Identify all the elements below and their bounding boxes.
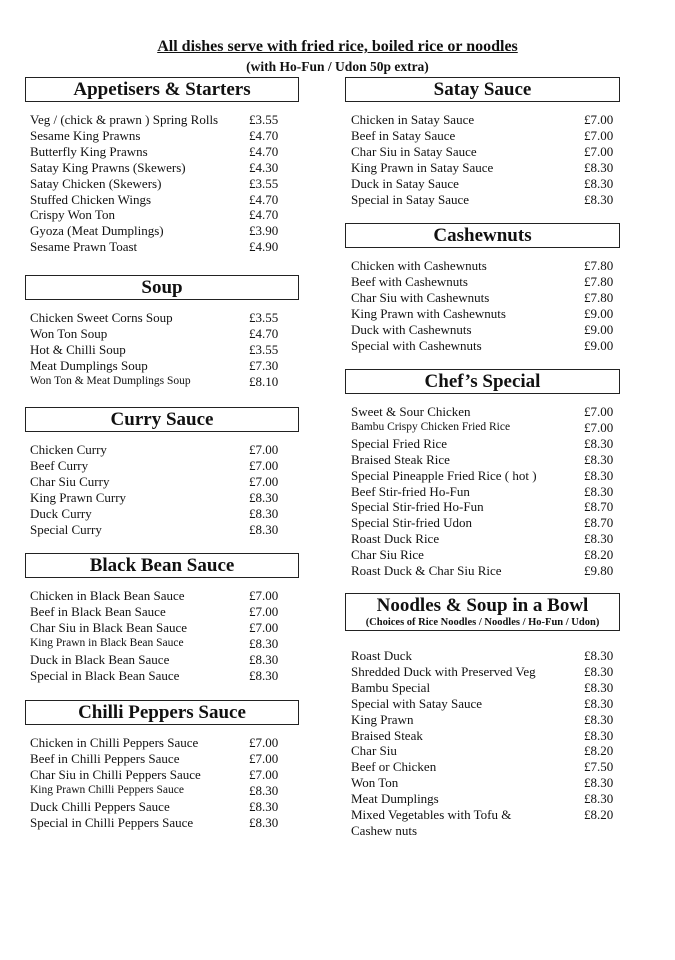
- menu-item-name: Special Curry: [30, 521, 102, 537]
- menu-item: [345, 664, 620, 680]
- menu-item: [25, 458, 291, 474]
- menu-item-name: Chicken with Cashewnuts: [351, 258, 487, 273]
- item-list-curry: [25, 442, 291, 537]
- menu-item-price: £8.30: [249, 651, 279, 667]
- menu-item: [25, 815, 291, 831]
- menu-item: [25, 112, 291, 128]
- menu-item-name: King Prawn in Black Bean Sauce: [30, 636, 184, 649]
- menu-item-price: £8.30: [249, 798, 279, 814]
- section-title-blackbean: Black Bean Sauce: [25, 553, 299, 578]
- menu-item: [25, 310, 291, 326]
- item-list-cashew: [345, 258, 620, 353]
- menu-item-price: £8.70: [584, 499, 614, 515]
- menu-item: [25, 326, 291, 342]
- menu-item: [25, 223, 291, 239]
- menu-item-price: £7.00: [584, 404, 614, 419]
- menu-item-price: £8.30: [249, 814, 279, 830]
- menu-item-name: Stuffed Chicken Wings: [30, 191, 152, 207]
- section-appetisers: [25, 77, 299, 255]
- menu-item-price: £7.00: [249, 735, 279, 750]
- menu-item: [25, 342, 291, 358]
- section-title-appetisers: Appetisers & Starters: [25, 77, 299, 102]
- menu-item-name: Sesame King Prawns: [30, 127, 141, 143]
- item-list-chefs: [345, 404, 620, 579]
- menu-item-price: £8.30: [249, 782, 279, 798]
- section-note-noodles: (Choices of Rice Noodles / Noodles / Ho-Fun / Udon): [365, 616, 600, 628]
- menu-item-name: Beef Curry: [30, 457, 89, 473]
- menu-item: [345, 436, 620, 452]
- menu-item-price: £3.55: [249, 310, 279, 325]
- menu-item-price: £8.30: [584, 679, 614, 695]
- menu-item-price: £8.70: [584, 515, 614, 531]
- menu-item-price: £8.30: [584, 695, 614, 711]
- menu-item-price: £7.00: [249, 619, 279, 635]
- menu-item-name: Duck with Cashewnuts: [351, 321, 472, 337]
- menu-item: [25, 588, 291, 604]
- menu-item-name: Special Stir-fried Ho-Fun: [351, 499, 484, 515]
- menu-item: [25, 192, 291, 208]
- section-cashew: [345, 223, 620, 353]
- menu-item: [345, 452, 620, 468]
- menu-item-price: £8.30: [584, 775, 614, 791]
- menu-item-name: Special in Satay Sauce: [351, 191, 470, 207]
- menu-item-price: £7.80: [584, 273, 614, 289]
- item-list-appetisers: [25, 112, 291, 255]
- menu-item: [345, 712, 620, 728]
- menu-item: [345, 290, 620, 306]
- section-soup: [25, 275, 299, 390]
- menu-header-line2: (with Ho-Fun / Udon 50p extra): [246, 59, 429, 74]
- menu-item: [345, 696, 620, 712]
- menu-item: [345, 775, 620, 791]
- menu-item-name: Special with Cashewnuts: [351, 337, 482, 353]
- menu-item: [25, 799, 291, 815]
- menu-item-price: £4.70: [249, 127, 279, 143]
- menu-item-price: £7.00: [249, 750, 279, 766]
- menu-item-price: £8.10: [249, 373, 279, 389]
- menu-item-name: Hot & Chilli Soup: [30, 341, 126, 357]
- menu-item-name: Special Stir-fried Udon: [351, 515, 473, 531]
- item-list-satay: [345, 112, 620, 207]
- menu-item-price: £8.20: [584, 547, 614, 563]
- menu-item-name: Char Siu Rice: [351, 547, 424, 563]
- menu-item-name: Chicken in Black Bean Sauce: [30, 588, 185, 603]
- menu-item-price: £3.55: [249, 175, 279, 191]
- menu-item: [25, 144, 291, 160]
- menu-item-price: £7.00: [584, 112, 614, 127]
- menu-item: [345, 499, 620, 515]
- menu-item: [345, 306, 620, 322]
- menu-item-name: Special Fried Rice: [351, 435, 448, 451]
- menu-item-name: Meat Dumplings Soup: [30, 357, 148, 373]
- menu-item-name: Duck in Black Bean Sauce: [30, 651, 170, 667]
- menu-item-price: £3.55: [249, 112, 279, 127]
- menu-item: [345, 160, 620, 176]
- menu-item-price: £7.00: [249, 766, 279, 782]
- menu-item-name: Char Siu with Cashewnuts: [351, 289, 490, 305]
- section-chilli: [25, 700, 299, 830]
- menu-item-name: Roast Duck Rice: [351, 531, 440, 547]
- menu-item: [25, 128, 291, 144]
- menu-item: [345, 648, 620, 664]
- menu-item: [25, 442, 291, 458]
- menu-item: [25, 783, 291, 799]
- menu-item-price: £8.30: [249, 521, 279, 537]
- section-title-curry: Curry Sauce: [25, 407, 299, 432]
- menu-item-price: £9.00: [584, 305, 614, 321]
- menu-item-price: £7.30: [249, 357, 279, 373]
- section-title-satay: Satay Sauce: [345, 77, 620, 102]
- menu-item-price: £8.20: [584, 807, 614, 823]
- menu-item-price: £8.30: [584, 663, 614, 679]
- menu-item-price: £7.50: [584, 759, 614, 775]
- menu-item-price: £8.30: [249, 489, 279, 505]
- menu-item-name: Beef in Chilli Peppers Sauce: [30, 750, 180, 766]
- menu-item-name: Roast Duck: [351, 648, 413, 663]
- menu-item-name: Duck Chilli Peppers Sauce: [30, 798, 170, 814]
- menu-item: [345, 468, 620, 484]
- menu-item: [345, 531, 620, 547]
- menu-item-name: Won Ton: [351, 775, 399, 791]
- menu-item-price: £3.55: [249, 341, 279, 357]
- menu-item-name: Special in Chilli Peppers Sauce: [30, 814, 194, 830]
- menu-item: [25, 767, 291, 783]
- menu-item: [25, 176, 291, 192]
- menu-item: [345, 258, 620, 274]
- menu-item: [345, 743, 620, 759]
- menu-item-name: Beef in Satay Sauce: [351, 127, 456, 143]
- menu-item: [25, 668, 291, 684]
- menu-item-price: £4.70: [249, 325, 279, 341]
- menu-item-name: Special in Black Bean Sauce: [30, 667, 180, 683]
- menu-item-name: Bambu Crispy Chicken Fried Rice: [351, 420, 511, 433]
- menu-item-name: Mixed Vegetables with Tofu & Cashew nuts: [351, 807, 512, 838]
- menu-item-name: Beef Stir-fried Ho-Fun: [351, 483, 470, 499]
- menu-item-name: Char Siu: [351, 743, 397, 759]
- menu-item: [345, 192, 620, 208]
- menu-item-name: King Prawn Chilli Peppers Sauce: [30, 783, 184, 796]
- section-blackbean: [25, 553, 299, 683]
- menu-item-name: King Prawn in Satay Sauce: [351, 159, 494, 175]
- menu-item-name: Duck Curry: [30, 505, 92, 521]
- menu-item-price: £7.00: [249, 473, 279, 489]
- menu-item-price: £7.00: [249, 442, 279, 457]
- menu-item-price: £9.00: [584, 337, 614, 353]
- menu-item: [25, 239, 291, 255]
- menu-item-name: Roast Duck & Char Siu Rice: [351, 563, 502, 579]
- menu-item: [25, 522, 291, 538]
- menu-item-price: £9.80: [584, 563, 614, 579]
- section-curry: [25, 407, 299, 537]
- menu-item-price: £8.30: [249, 505, 279, 521]
- menu-item-price: £7.00: [249, 603, 279, 619]
- menu-item-name: Won Ton & Meat Dumplings Soup: [30, 374, 191, 387]
- menu-item: [345, 563, 620, 579]
- menu-item-price: £7.00: [584, 143, 614, 159]
- menu-item-name: Crispy Won Ton: [30, 207, 115, 223]
- menu-item-name: King Prawn with Cashewnuts: [351, 305, 506, 321]
- menu-item: [25, 374, 291, 390]
- menu-item: [25, 474, 291, 490]
- menu-item-name: King Prawn: [351, 711, 414, 727]
- menu-item-price: £8.30: [249, 667, 279, 683]
- menu-item: [345, 176, 620, 192]
- menu-item: [345, 404, 620, 420]
- menu-item-name: Special with Satay Sauce: [351, 695, 483, 711]
- section-chefs: [345, 369, 620, 579]
- menu-item-name: Char Siu in Chilli Peppers Sauce: [30, 766, 201, 782]
- menu-item: [25, 160, 291, 176]
- menu-item-name: Won Ton Soup: [30, 325, 108, 341]
- menu-item: [345, 128, 620, 144]
- menu-item-price: £4.90: [249, 239, 279, 255]
- menu-item-price: £4.70: [249, 143, 279, 159]
- section-satay: [345, 77, 620, 207]
- section-title-chilli: Chilli Peppers Sauce: [25, 700, 299, 725]
- menu-item-price: £3.90: [249, 223, 279, 239]
- menu-item-name: Beef with Cashewnuts: [351, 273, 468, 289]
- menu-item-name: Beef in Black Bean Sauce: [30, 603, 166, 619]
- menu-item-price: £4.30: [249, 159, 279, 175]
- menu-item-name: Char Siu Curry: [30, 473, 110, 489]
- item-list-chilli: [25, 735, 291, 830]
- menu-item-name: Braised Steak Rice: [351, 451, 450, 467]
- menu-item: [345, 515, 620, 531]
- menu-item: [345, 338, 620, 354]
- menu-item-price: £8.30: [584, 727, 614, 743]
- menu-item-price: £9.00: [584, 321, 614, 337]
- menu-item-name: Shredded Duck with Preserved Veg: [351, 663, 536, 679]
- menu-item-name: Chicken in Satay Sauce: [351, 112, 475, 127]
- menu-item-name: Chicken Curry: [30, 442, 107, 457]
- menu-item: [345, 112, 620, 128]
- menu-item: [345, 759, 620, 775]
- menu-item-price: £4.70: [249, 191, 279, 207]
- menu-item-name: Sweet & Sour Chicken: [351, 404, 471, 419]
- menu-item-price: £7.00: [249, 457, 279, 473]
- menu-item-price: £8.30: [584, 467, 614, 483]
- menu-item-price: £7.00: [249, 588, 279, 603]
- menu-item-price: £8.30: [584, 159, 614, 175]
- menu-item: [25, 604, 291, 620]
- menu-item-price: £8.30: [584, 711, 614, 727]
- menu-item: [25, 620, 291, 636]
- menu-item-name: Satay King Prawns (Skewers): [30, 159, 186, 175]
- menu-item-price: £7.00: [584, 419, 614, 435]
- menu-item: [25, 636, 291, 652]
- section-title-noodles-text: Noodles & Soup in a Bowl: [376, 594, 589, 616]
- menu-item: [25, 207, 291, 223]
- menu-item-name: Char Siu in Black Bean Sauce: [30, 619, 188, 635]
- menu-item-name: Char Siu in Satay Sauce: [351, 143, 477, 159]
- menu-item-name: Satay Chicken (Skewers): [30, 175, 162, 191]
- menu-item: [345, 322, 620, 338]
- item-list-noodles: [345, 648, 620, 839]
- menu-item-price: £4.70: [249, 207, 279, 223]
- menu-item-name: Chicken in Chilli Peppers Sauce: [30, 735, 199, 750]
- menu-item-price: £8.30: [584, 451, 614, 467]
- menu-item-name: Chicken Sweet Corns Soup: [30, 310, 173, 325]
- menu-item: [25, 506, 291, 522]
- menu-item: [345, 791, 620, 807]
- menu-item: [25, 652, 291, 668]
- menu-item-name: Beef or Chicken: [351, 759, 437, 775]
- section-title-chefs: Chef’s Special: [345, 369, 620, 394]
- section-title-noodles: [345, 593, 620, 631]
- section-title-soup: Soup: [25, 275, 299, 300]
- menu-item-name: Butterfly King Prawns: [30, 143, 148, 159]
- menu-item-price: £8.30: [584, 191, 614, 207]
- menu-item-name: Bambu Special: [351, 679, 431, 695]
- menu-item: [25, 358, 291, 374]
- menu-item-price: £8.30: [584, 531, 614, 547]
- menu-item: [345, 144, 620, 160]
- item-list-soup: [25, 310, 291, 390]
- menu-item: [345, 274, 620, 290]
- menu-item: [25, 751, 291, 767]
- menu-item: [345, 680, 620, 696]
- menu-item-price: £8.30: [584, 435, 614, 451]
- menu-item-name: Meat Dumplings: [351, 791, 439, 807]
- menu-item-name: Special Pineapple Fried Rice ( hot ): [351, 467, 537, 483]
- item-list-blackbean: [25, 588, 291, 683]
- section-title-cashew: Cashewnuts: [345, 223, 620, 248]
- menu-item-price: £8.30: [584, 483, 614, 499]
- menu-item-name: Braised Steak: [351, 727, 423, 743]
- menu-item-name: Veg / (chick & prawn ) Spring Rolls: [30, 112, 219, 127]
- menu-item-price: £7.00: [584, 127, 614, 143]
- section-noodles: [345, 593, 620, 839]
- menu-item-name: Gyoza (Meat Dumplings): [30, 223, 164, 239]
- menu-item: [345, 547, 620, 563]
- menu-item-price: £8.20: [584, 743, 614, 759]
- menu-item: [345, 420, 620, 436]
- menu-item-price: £8.30: [249, 635, 279, 651]
- menu-item-price: £8.30: [584, 648, 614, 663]
- menu-item-name: King Prawn Curry: [30, 489, 127, 505]
- menu-item: [345, 484, 620, 500]
- menu-item: [345, 728, 620, 744]
- menu-item-price: £7.80: [584, 258, 614, 273]
- menu-item: [25, 735, 291, 751]
- menu-header-line1: All dishes serve with fried rice, boiled rice or noodles: [157, 38, 518, 55]
- menu-item: [25, 490, 291, 506]
- menu-item-price: £8.30: [584, 175, 614, 191]
- menu-item-name: Duck in Satay Sauce: [351, 175, 459, 191]
- menu-item-name: Sesame Prawn Toast: [30, 239, 138, 255]
- menu-item-price: £7.80: [584, 289, 614, 305]
- menu-item-price: £8.30: [584, 791, 614, 807]
- menu-item: [345, 807, 620, 839]
